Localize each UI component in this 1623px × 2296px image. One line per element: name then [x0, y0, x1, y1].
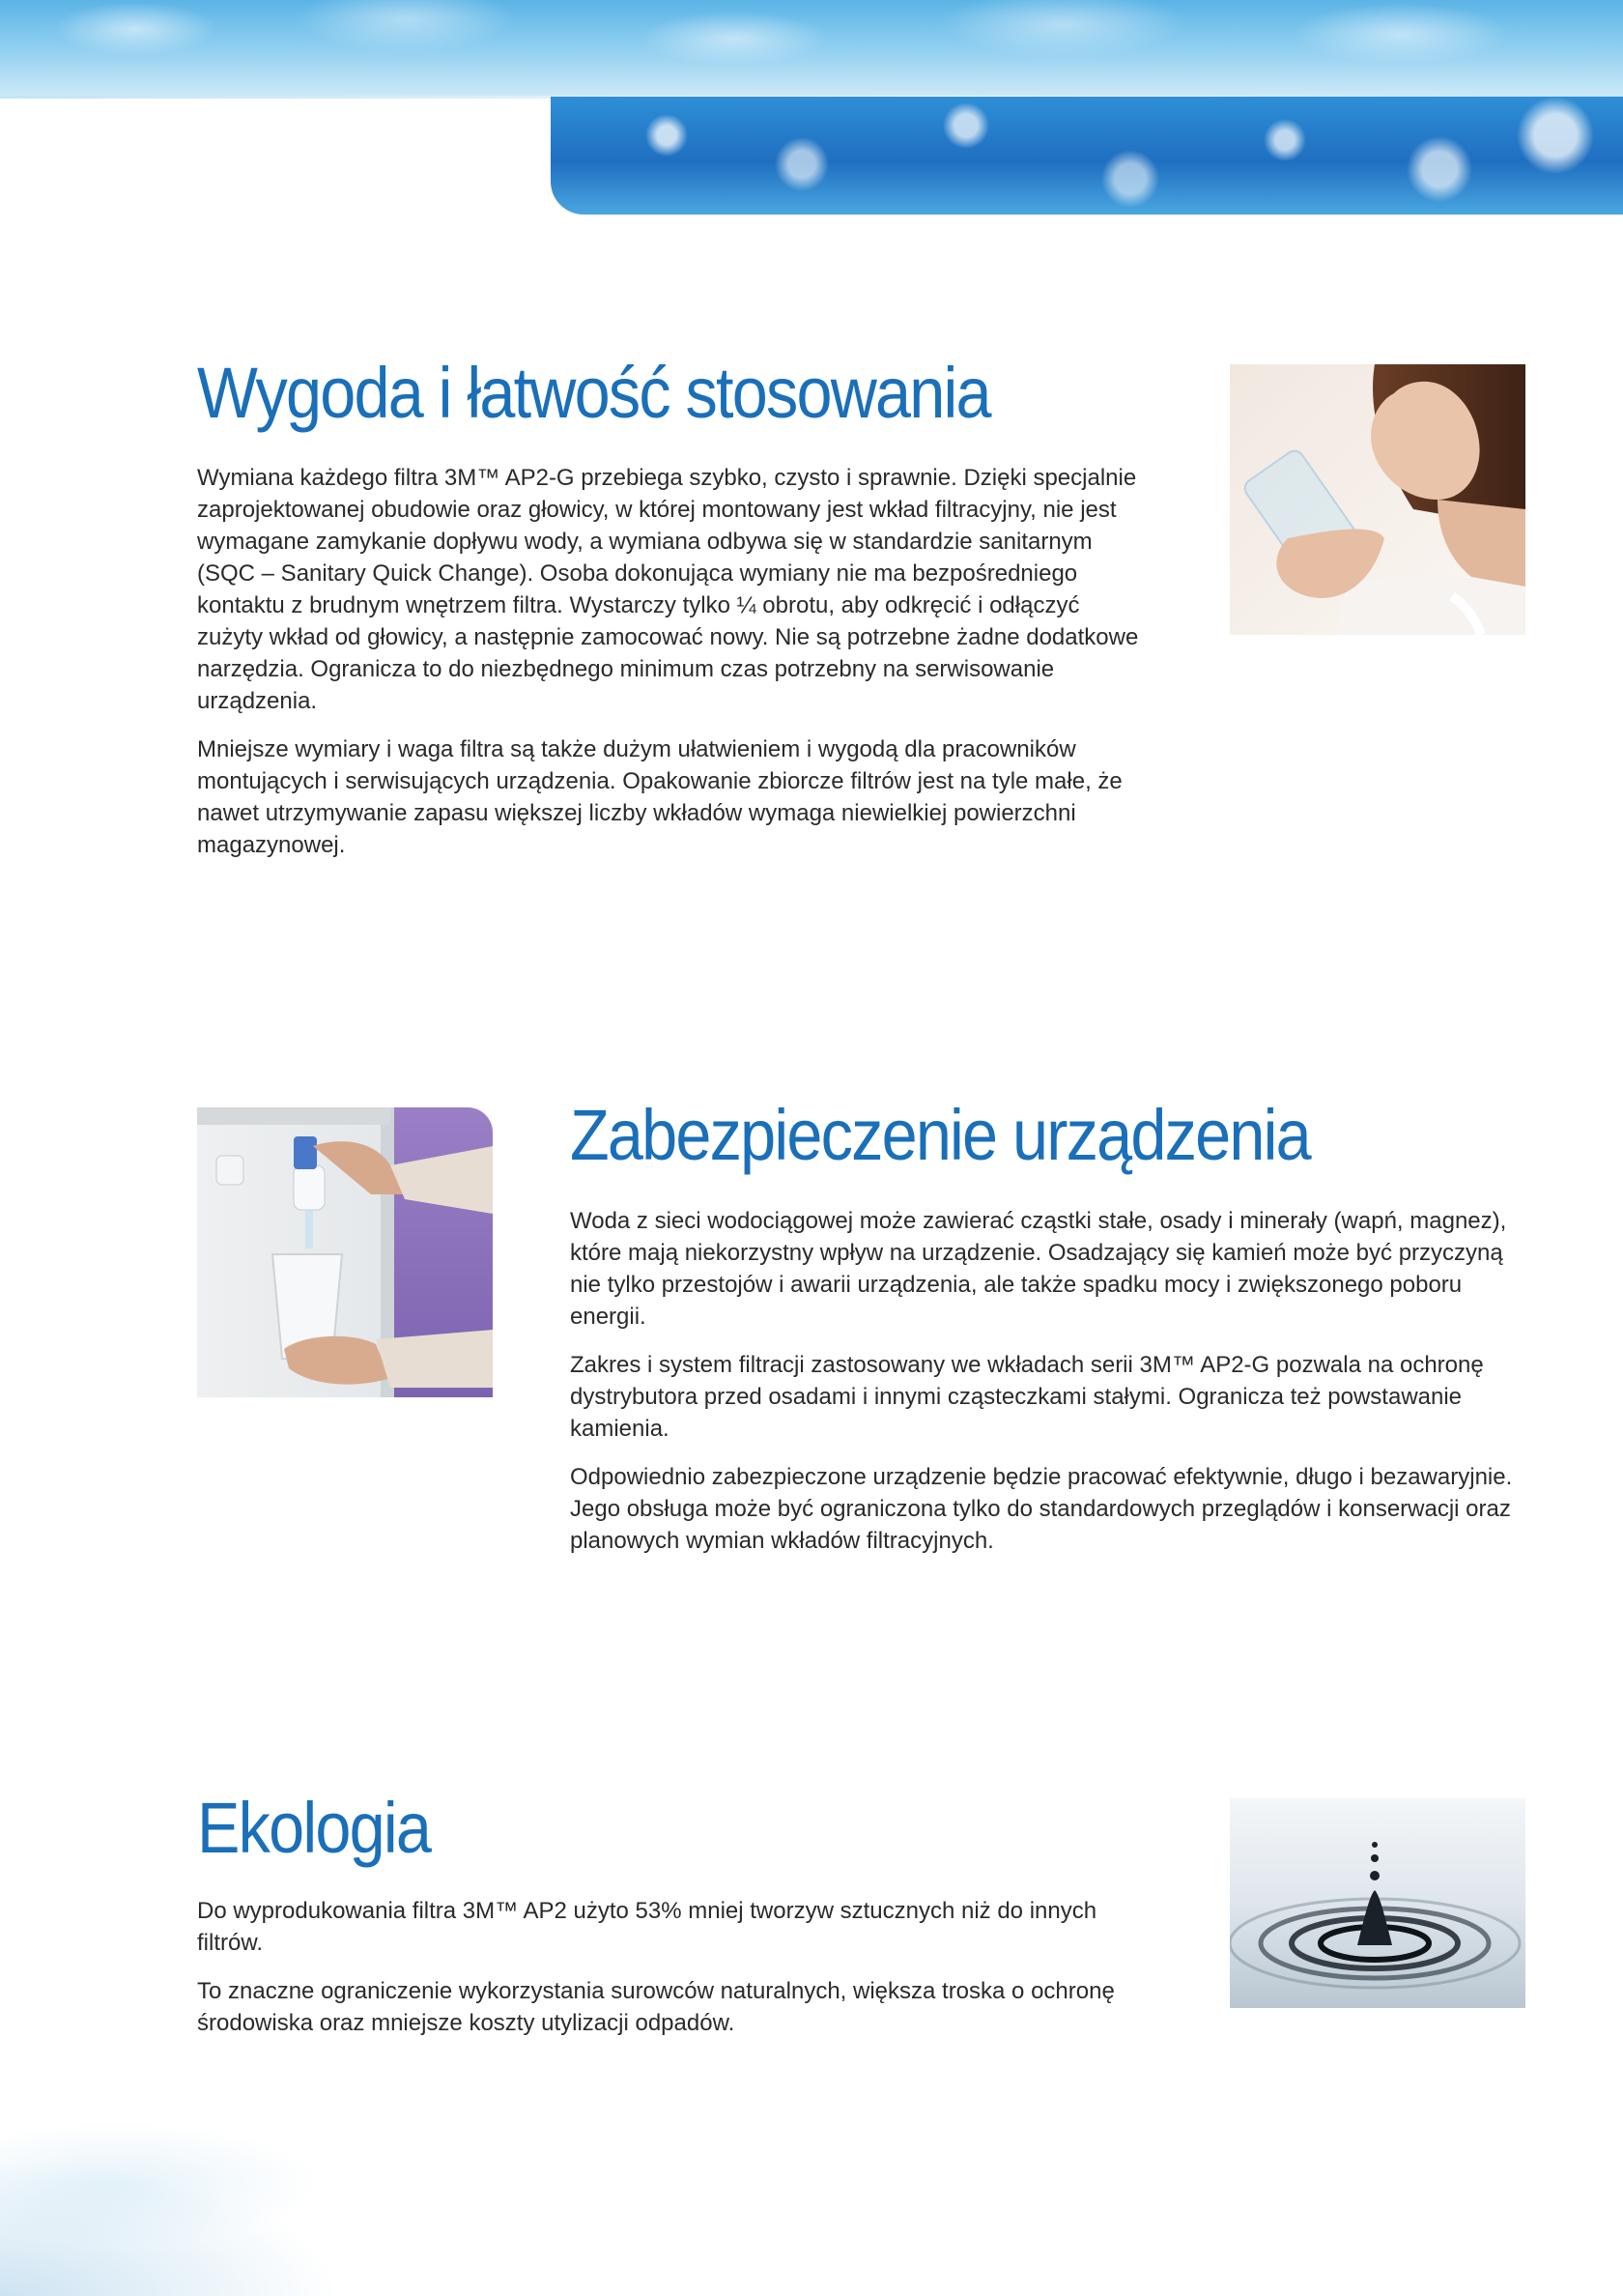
- water-dispenser-photo: [197, 1107, 493, 1397]
- paragraph: Odpowiednio zabezpieczone urządzenie będzie pracować efektywnie, długo i bezawaryjnie. Jego obsługa może być ograniczona tylko do standardowych przeglądów i konserwacji oraz planowych wymian wkładów filtracyjnych.: [570, 1464, 1513, 1554]
- section-title-ecology: Ekologia: [197, 1788, 431, 1868]
- section-body-ecology: [197, 1895, 1144, 2055]
- paragraph: Mniejsze wymiary i waga filtra są także dużym ułatwieniem i wygodą dla pracowników montujących i serwisujących urządzenia. Opakowanie zbiorcze filtrów jest na tyle małe, że nawet utrzymywanie zapasu większej liczby wkładów wymaga niewielkiej powierzchni magazynowej.: [197, 736, 1123, 858]
- section-body-protection: [570, 1205, 1536, 1573]
- water-banner-tab: [551, 97, 1623, 215]
- water-background-corner: [0, 2049, 869, 2296]
- paragraph: Woda z sieci wodociągowej może zawierać cząstki stałe, osady i minerały (wapń, magnez), które mają niekorzystny wpływ na urządzenie. Osadzający się kamień może być przyczyną nie tylko przestojów i awarii urządzenia, ale także spadku mocy i zwiększonego poboru energii.: [570, 1208, 1507, 1330]
- water-banner: [0, 0, 1623, 99]
- paragraph: Zakres i system filtracji zastosowany we wkładach serii 3M™ AP2-G pozwala na ochronę dystrybutora przed osadami i innymi cząsteczkami stałymi. Ogranicza też powstawanie kamienia.: [570, 1352, 1484, 1442]
- section-title-protection: Zabezpieczenie urządzenia: [570, 1095, 1310, 1175]
- paragraph: To znaczne ograniczenie wykorzystania surowców naturalnych, większa troska o ochronę środowiska oraz mniejsze koszty utylizacji odpadów.: [197, 1978, 1115, 2036]
- paragraph: Do wyprodukowania filtra 3M™ AP2 użyto 53% mniej tworzyw sztucznych niż do innych filtrów.: [197, 1898, 1097, 1956]
- section-body-convenience: [197, 462, 1144, 877]
- paragraph: Wymiana każdego filtra 3M™ AP2-G przebiega szybko, czysto i sprawnie. Dzięki specjalnie zaprojektowanej obudowie oraz głowicy, w której montowany jest wkład filtracyjny, nie jest wymagane zamykanie dopływu wody, a wymiana odbywa się w standardzie sanitarnym (SQC – Sanitary Quick Change). Osoba dokonująca wymiany nie ma bezpośredniego kontaktu z brudnym wnętrzem filtra. Wystarczy tylko ¼ obrotu, aby odkręcić i odłączyć zużyty wkład od głowicy, a następnie zamocować nowy. Nie są potrzebne żadne dodatkowe narzędzia. Ogranicza to do niezbędnego minimum czas potrzebny na serwisowanie urządzenia.: [197, 465, 1139, 714]
- woman-drinking-photo: [1230, 364, 1525, 635]
- water-drop-photo: [1230, 1798, 1525, 2008]
- section-title-convenience: Wygoda i łatwość stosowania: [197, 353, 990, 433]
